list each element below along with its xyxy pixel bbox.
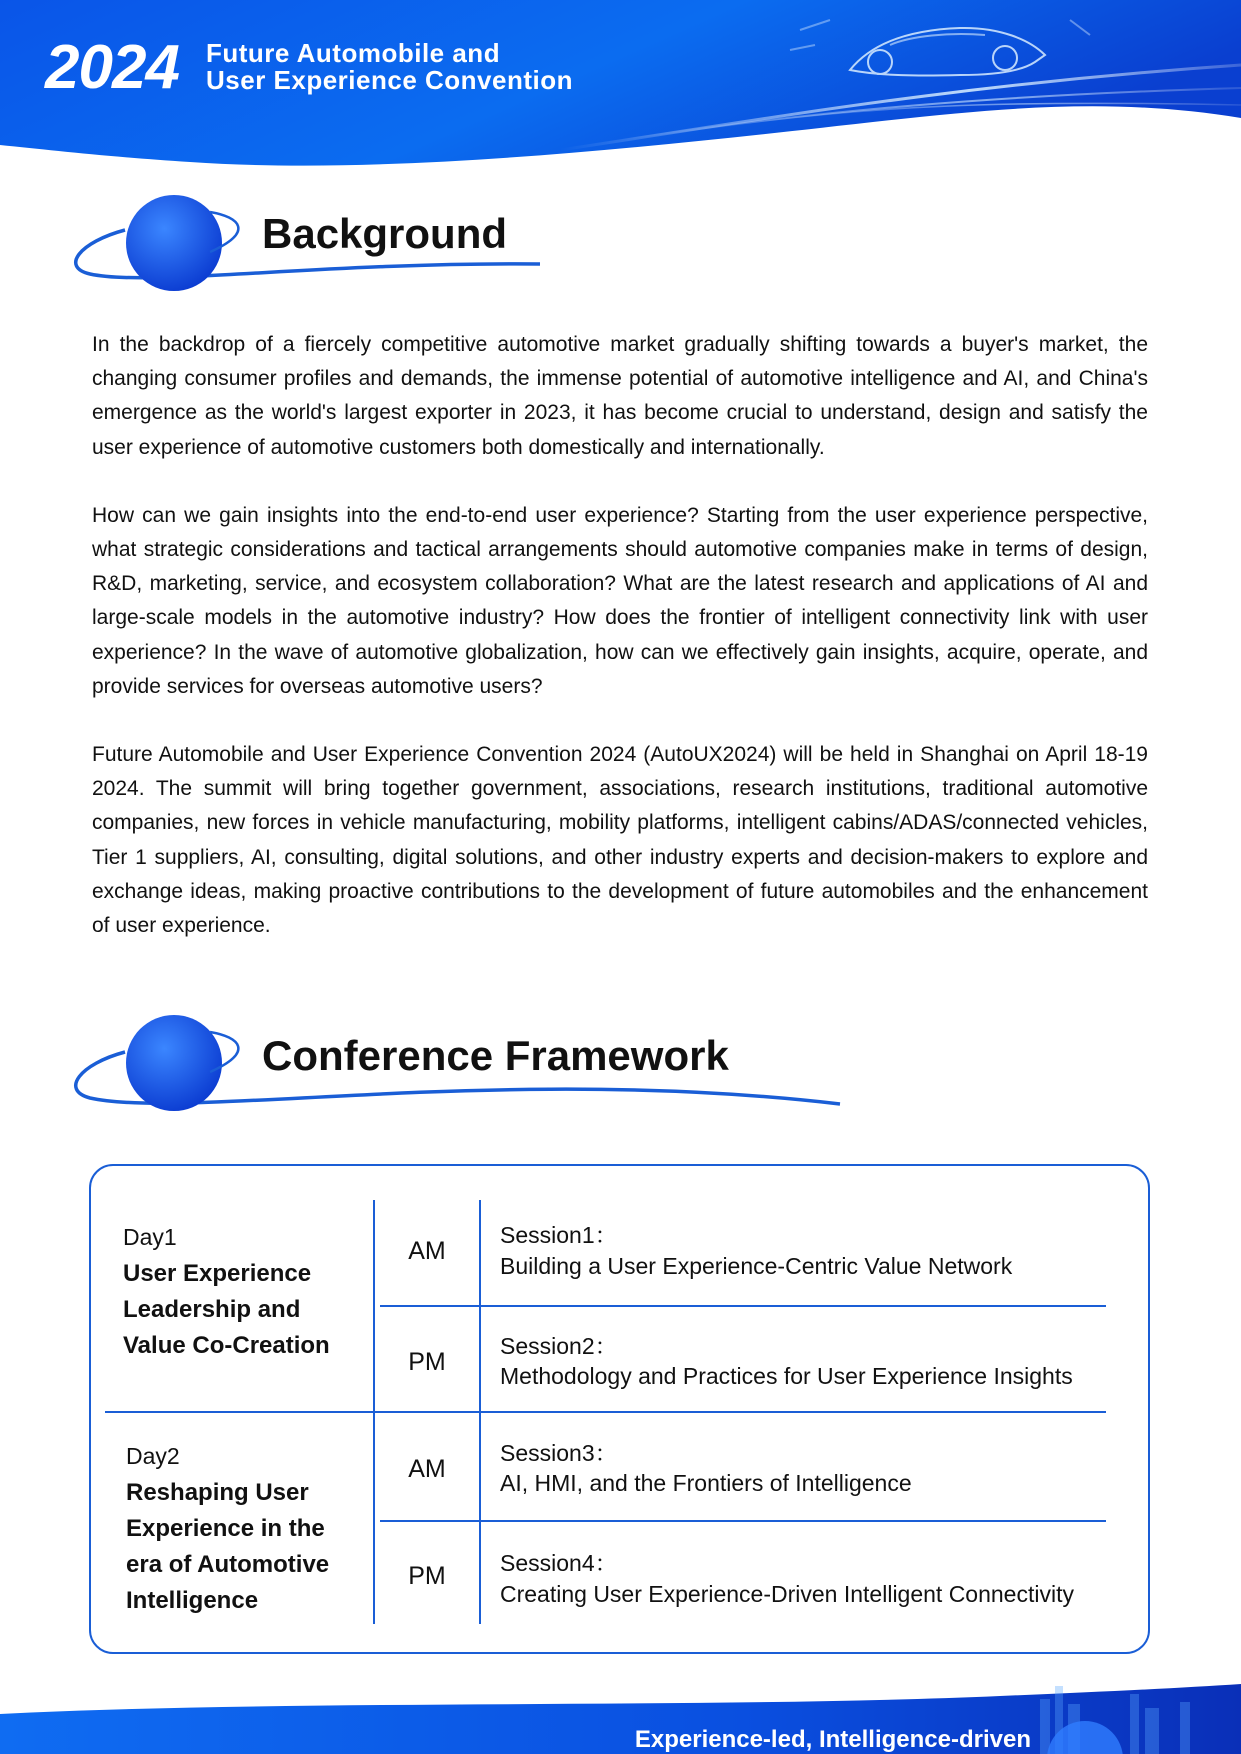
session3-label: Session3： <box>500 1440 618 1466</box>
framework-heading-block <box>70 1012 850 1137</box>
day2-am-label: AM <box>408 1455 446 1483</box>
session1-label: Session1： <box>500 1222 618 1248</box>
day2-label: Day2 <box>126 1443 180 1469</box>
background-paragraph-1: In the backdrop of a fiercely competitive automotive market gradually shifting towards a buyer's market, the changing consumer profiles and demands, the immense potential of automotive intelligence and AI, and China's emergence as the world's largest exporter in 2023, it has become crucial to understand, design and satisfy the user experience of automotive customers both domestically and internationally. <box>92 333 1148 459</box>
banner-background <box>0 0 1241 175</box>
day1-am-label: AM <box>408 1237 446 1265</box>
day1-theme: User Experience Leadership and Value Co-Creation <box>123 1260 330 1359</box>
background-body <box>92 328 1148 943</box>
footer-slogan: Experience-led, Intelligence-driven <box>634 1726 1031 1753</box>
session1-title: Building a User Experience-Centric Value Network <box>500 1253 1013 1279</box>
header-banner <box>0 0 1241 175</box>
background-heading: Background <box>262 210 508 257</box>
session2-title: Methodology and Practices for User Experience Insights <box>500 1363 1073 1389</box>
session2-label: Session2： <box>500 1333 618 1359</box>
day2-pm-label: PM <box>408 1562 446 1590</box>
row-divider <box>380 1305 1106 1307</box>
banner-title-line1: Future Automobile and <box>206 38 501 68</box>
day1-pm-label: PM <box>408 1348 446 1376</box>
session4-label: Session4： <box>500 1550 618 1576</box>
footer-banner <box>0 1674 1241 1754</box>
session4-title: Creating User Experience-Driven Intelligent Connectivity <box>500 1581 1074 1607</box>
banner-title <box>206 40 573 94</box>
day1-label: Day1 <box>123 1224 177 1250</box>
banner-year: 2024 <box>45 33 179 102</box>
background-paragraph-2: How can we gain insights into the end-to-end user experience? Starting from the user experience perspective, what strategic considerations and tactical arrangements should automotive companies make in terms of design, R&D, marketing, service, and ecosystem collaboration? What are the latest research and applications of AI and large-scale models in the automotive industry? How does the frontier of intelligent connectivity link with user experience? In the wave of automotive globalization, how can we effectively gain insights, acquire, operate, and provide services for overseas automotive users? <box>92 503 1148 698</box>
day-divider <box>105 1411 1106 1413</box>
row-divider <box>380 1520 1106 1522</box>
background-paragraph-3: Future Automobile and User Experience Convention 2024 (AutoUX2024) will be held in Shanghai on April 18-19 2024. The summit will bring together government, associations, research institutions, traditional automotive companies, new forces in vehicle manufacturing, mobility platforms, intelligent cabins/ADAS/connected vehicles, Tier 1 suppliers, AI, consulting, digital solutions, and other industry experts and decision-makers to explore and exchange ideas, making proactive contributions to the development of future automobiles and the enhancement of user experience. <box>92 743 1148 938</box>
session3-title: AI, HMI, and the Frontiers of Intelligence <box>500 1470 912 1496</box>
background-heading-block <box>70 192 550 307</box>
day2-theme: Reshaping User Experience in the era of Automotive Intelligence <box>126 1479 330 1614</box>
footer-background <box>0 1674 1241 1754</box>
banner-title-line2: User Experience Convention <box>206 65 573 95</box>
framework-heading: Conference Framework <box>262 1032 729 1079</box>
